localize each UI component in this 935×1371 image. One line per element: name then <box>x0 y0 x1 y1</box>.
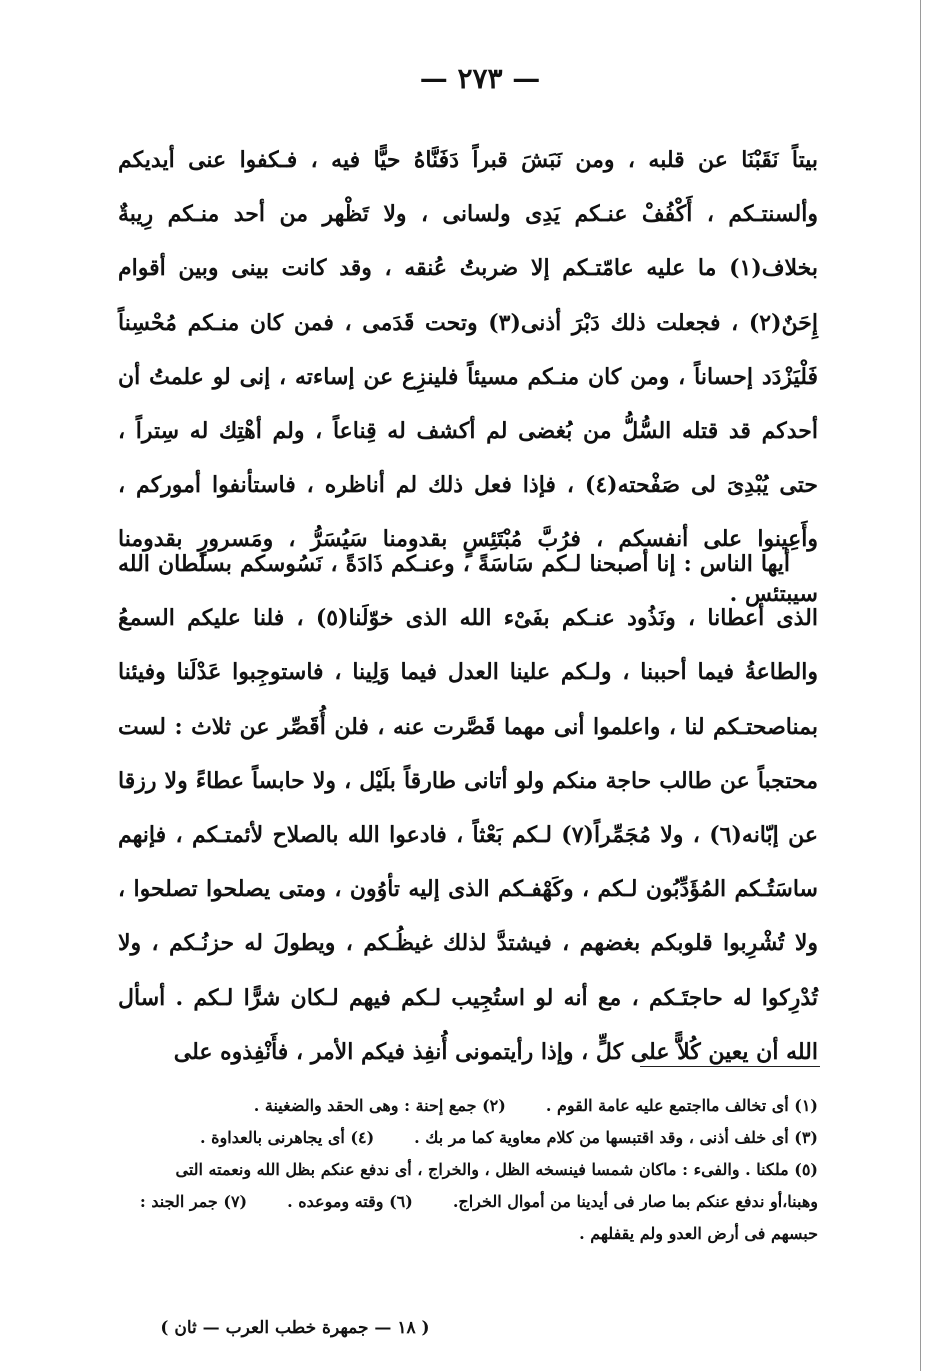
footnote-7: (٧) جمر الجند : <box>139 1192 248 1211</box>
footnote-1: (١) أى تخالف مااجتمع عليه عامة القوم . <box>545 1096 818 1115</box>
footnote-5: (٥) ملكنا . والفىء : ماكان شمسا فينسخه الظل ، والخراج ، أى ندفع عنكم بظل الله ونعمته التى <box>175 1160 818 1179</box>
footnote-7-continued: حبسهم فى أرض العدو ولم يقفلهم . <box>579 1224 818 1243</box>
footnote-line <box>118 1218 818 1250</box>
footnote-line <box>118 1090 818 1122</box>
footnote-line <box>118 1186 818 1218</box>
footnote-4: (٤) أى يجاهرنى بالعداوة . <box>200 1128 375 1147</box>
signature-line: ( ١٨ — جمهرة خطب العرب — ثان ) <box>160 1318 430 1338</box>
page-number: — ٢٧٣ — <box>419 62 541 95</box>
paragraph-1: بيتاً نَقَبْنَا عن قلبه ، ومن نَبَشَ قبراً دَفَنَّاهُ حيًّا فيه ، فـكفوا عنى أيديكم وألسنتـكم ، أَكْفُفْ عنـكم يَدِى ولسانى ، ولا تَظْهر من أحد منـكم رِيبةٌ بخلاف(١) ما عليه عامّتـكم إلا ضربتُ عُنقه ، وقد كانت بينى وبين أقوام إِحَنٌ(٢) ، فجعلت ذلك دَبْرَ أذنى(٣) وتحت قَدَمى ، فمن كان منـكم مُحْسِناً فَلْيَزْدَد إحساناً ، ومن كان منـكم مسيئاً فلينزِع عن إساءته ، إنى لو علمتُ أن أحدكم قد قتله السُّلُّ من بُغضى لم أكشف له قِناعاً ، ولم أهْتِك له سِتراً ، حتى يُبْدِىَ لى صَفْحته(٤) ، فإذا فعل ذلك لم أناظره ، فاستأنفوا أموركم ، وأَعِينوا على أنفسكم ، فرُبَّ مُبْتَئِسٍ بقدومنا سَيُسَرُّ ، ومَسرورٍ بقدومنا سيبتئس . <box>118 147 818 607</box>
footnote-line <box>118 1122 818 1154</box>
footnote-line <box>118 1154 818 1186</box>
page-edge-line <box>920 0 921 1371</box>
footnote-2: (٢) جمع إحنة : وهى الحقد والضغينة . <box>253 1096 506 1115</box>
paragraph-2: أيها الناس : إنا أصبحنا لـكم سَاسَةً ، وعنـكم ذَادَةً ، نَسُوسكم بسلطان الله الذى أعطانا ، ونَذُود عنـكم بفَىْء الله الذى خوّلَنا(٥) ، فلنا عليكم السمعُ والطاعةُ فيما أحببنا ، ولـكم علينا العدل فيما وَلِينا ، فاستوجِبوا عَدْلَنا وفيئنا بمناصحتـكم لنا ، واعلموا أنى مهما قَصَّرت عنه ، فلن أُقَصِّر عن ثلاث : لست محتجباً عن طالب حاجة منكم ولو أتانى طارقاً بلَيْل ، ولا حابساً عطاءً ولا رزقا عن إبّانه(٦) ، ولا مُجَمِّراً(٧) لـكم بَعْثاً ، فادعوا الله بالصلاح لأئمتـكم ، فإنهم ساسَتُـكم المُؤَدِّبُون لـكم ، وكَهْفـكم الذى إليه تأوُون ، ومتى يصلحوا تصلحوا ، ولا تُشْرِبوا قلوبكم بغضهم ، فيشتدَّ لذلك غيظُـكم ، ويطولَ له حزنُـكم ، ولا تُدْرِكوا له حاجتَـكم ، مع أنه لو استُجِيب لـكم فيهم لـكان شرًّا لـكم . أسأل الله أن يعين كُلاًّ على كلٍّ ، وإذا رأيتمونى أُنفِذ فيكم الأمر ، فأَنْفِذوه على <box>118 551 818 1065</box>
footnotes <box>118 1090 818 1250</box>
footnote-3: (٣) أى خلف أذنى ، وقد اقتبسها من كلام معاوية كما مر بك . <box>414 1128 818 1147</box>
footnote-6: (٦) وقته وموعده . <box>287 1192 413 1211</box>
footnote-separator <box>640 1066 820 1067</box>
footnote-5-continued: وهبنا،أو ندفع عنكم بما صار فى أيدينا من أموال الخراج. <box>452 1192 818 1211</box>
